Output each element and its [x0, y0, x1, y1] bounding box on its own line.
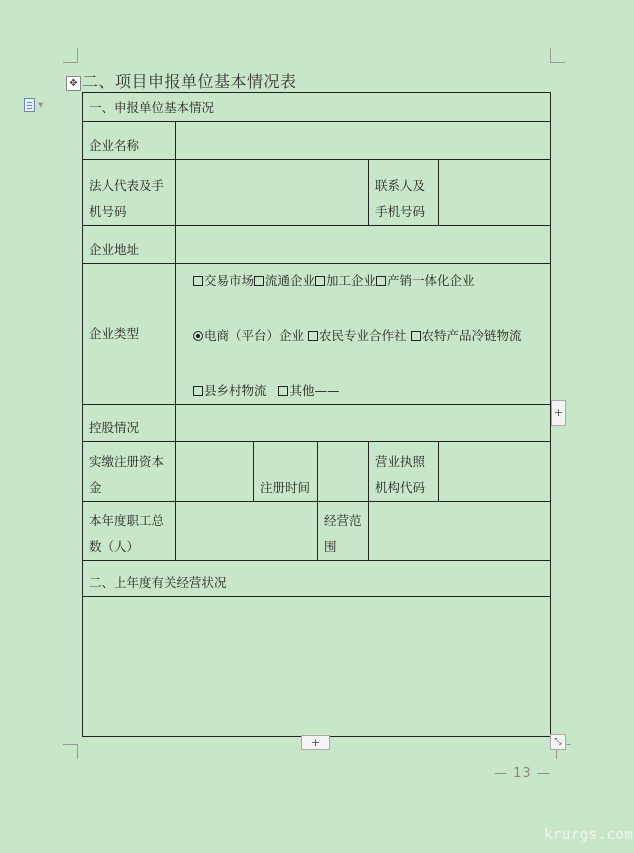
label-company-name: 企业名称	[83, 122, 176, 160]
label-registered-capital: 实缴注册资本金	[83, 442, 176, 502]
field-business-license-code[interactable]	[439, 442, 551, 502]
field-company-name[interactable]	[176, 122, 551, 160]
option-ecommerce: 电商（平台）企业	[204, 328, 305, 343]
table-resize-handle[interactable]: ⤡	[550, 734, 566, 750]
field-company-type[interactable]	[176, 264, 551, 405]
radio-ecommerce-selected[interactable]	[193, 331, 203, 341]
company-type-line-1	[193, 272, 544, 290]
crop-mark-top-right	[550, 48, 565, 63]
document-sheet-icon	[24, 98, 35, 112]
option-trading-market: 交易市场	[204, 273, 255, 288]
dropdown-caret-icon: ▼	[38, 101, 44, 109]
crop-mark-top-left	[63, 48, 78, 63]
company-type-line-3	[193, 382, 544, 400]
option-distribution: 流通企业	[265, 273, 316, 288]
checkbox-rural-logistics[interactable]	[193, 386, 203, 396]
checkbox-cold-chain[interactable]	[411, 331, 421, 341]
field-employees[interactable]	[176, 502, 318, 561]
company-type-line-2	[193, 327, 544, 345]
field-registered-capital[interactable]	[176, 442, 254, 502]
checkbox-processing[interactable]	[315, 276, 325, 286]
add-column-button[interactable]: +	[551, 400, 566, 426]
document-title: 二、项目申报单位基本情况表	[82, 72, 297, 91]
label-business-license-code: 营业执照机构代码	[369, 442, 439, 502]
checkbox-other[interactable]	[278, 386, 288, 396]
section2-header: 二、上年度有关经营状况	[83, 561, 551, 597]
checkbox-cooperative[interactable]	[308, 331, 318, 341]
label-company-type: 企业类型	[83, 264, 176, 405]
field-registration-date[interactable]	[318, 442, 369, 502]
option-integrated: 产销一体化企业	[387, 273, 475, 288]
option-other: 其他——	[289, 383, 340, 398]
checkbox-trading-market[interactable]	[193, 276, 203, 286]
label-legal-rep: 法人代表及手机号码	[83, 160, 176, 226]
label-employees: 本年度职工总数（人）	[83, 502, 176, 561]
field-address[interactable]	[176, 226, 551, 264]
field-business-scope[interactable]	[369, 502, 551, 561]
field-last-year-operations[interactable]	[83, 597, 551, 737]
label-registration-date: 注册时间	[254, 442, 318, 502]
add-row-button[interactable]: +	[301, 735, 330, 750]
checkbox-integrated[interactable]	[376, 276, 386, 286]
table-move-handle[interactable]: ✥	[66, 76, 81, 91]
crop-mark-bottom-left	[63, 744, 78, 759]
document-icon[interactable]	[24, 98, 50, 112]
watermark-text: krurgs.com	[544, 827, 634, 843]
label-shareholding: 控股情况	[83, 405, 176, 442]
field-legal-rep[interactable]	[176, 160, 369, 226]
field-contact[interactable]	[439, 160, 551, 226]
label-contact: 联系人及手机号码	[369, 160, 439, 226]
option-cold-chain: 农特产品冷链物流	[421, 328, 522, 343]
application-form-table	[82, 92, 551, 737]
option-cooperative: 农民专业合作社	[319, 328, 407, 343]
label-business-scope: 经营范围	[318, 502, 369, 561]
section1-header: 一、申报单位基本情况	[83, 93, 551, 122]
page-number: — 13 —	[494, 766, 551, 781]
label-address: 企业地址	[83, 226, 176, 264]
option-processing: 加工企业	[326, 273, 377, 288]
field-shareholding[interactable]	[176, 405, 551, 442]
option-rural-logistics: 县乡村物流	[204, 383, 267, 398]
checkbox-distribution[interactable]	[254, 276, 264, 286]
